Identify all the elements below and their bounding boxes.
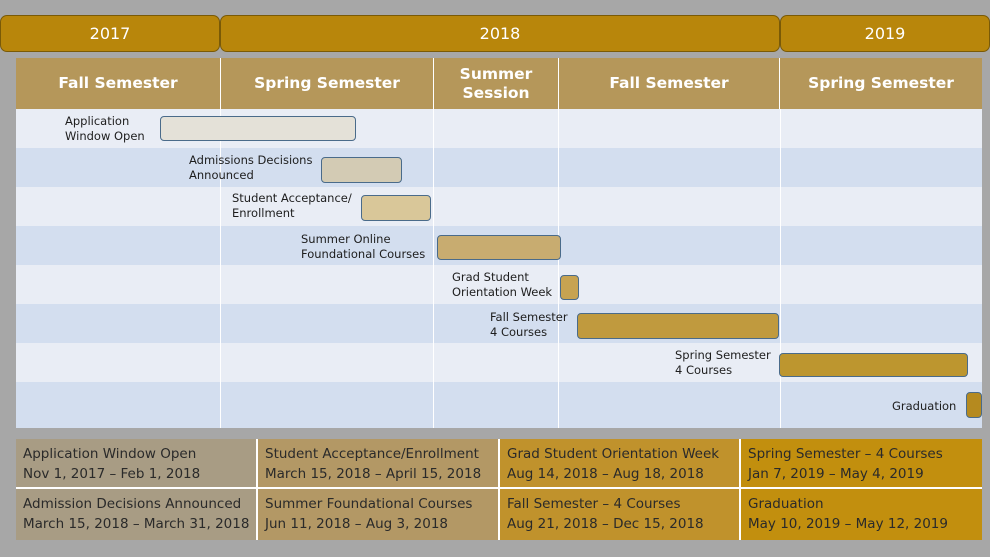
task-label-spring-semester: Spring Semester 4 Courses (675, 348, 771, 377)
timeline-row (16, 382, 982, 428)
column-divider (433, 109, 434, 428)
task-bar-application-window (160, 116, 356, 141)
task-bar-fall-semester (577, 313, 779, 339)
legend-cell-application-window: Application Window Open Nov 1, 2017 – Feb 1, 2018 (16, 439, 258, 489)
task-label-summer-online: Summer Online Foundational Courses (301, 232, 426, 261)
period-header-spring-2019: Spring Semester (780, 58, 982, 109)
legend-cell-graduation: Graduation May 10, 2019 – May 12, 2019 (741, 489, 982, 540)
period-header-spring-2018: Spring Semester (221, 58, 434, 109)
year-bar-2018: 2018 (220, 15, 780, 52)
task-bar-admissions-decisions (321, 157, 402, 183)
task-label-orientation-week: Grad Student Orientation Week (452, 270, 553, 299)
legend-cell-student-acceptance: Student Acceptance/Enrollment March 15, 2018 – April 15, 2018 (258, 439, 500, 489)
timeline-row (16, 148, 982, 187)
task-label-graduation: Graduation (892, 399, 957, 413)
task-bar-graduation (966, 392, 982, 418)
legend-cell-fall-semester: Fall Semester – 4 Courses Aug 21, 2018 – Dec 15, 2018 (500, 489, 741, 540)
task-label-admissions-decisions: Admissions Decisions Announced (189, 153, 313, 182)
task-bar-student-acceptance (361, 195, 431, 221)
task-label-fall-semester: Fall Semester 4 Courses (490, 310, 568, 339)
legend-cell-admission-decisions: Admission Decisions Announced March 15, 2018 – March 31, 2018 (16, 489, 258, 540)
legend-cell-spring-semester: Spring Semester – 4 Courses Jan 7, 2019 – May 4, 2019 (741, 439, 982, 489)
task-label-student-acceptance: Student Acceptance/ Enrollment (232, 191, 352, 220)
period-header-summer-2018: Summer Session (434, 58, 559, 109)
column-divider (780, 109, 781, 428)
legend-cell-summer-courses: Summer Foundational Courses Jun 11, 2018 – Aug 3, 2018 (258, 489, 500, 540)
gantt-chart (16, 58, 982, 428)
column-divider (558, 109, 559, 428)
timeline-row (16, 187, 982, 226)
task-bar-spring-semester (779, 353, 968, 377)
task-label-application-window: Application Window Open (65, 114, 145, 143)
task-bar-summer-online (437, 235, 561, 260)
legend-cell-orientation-week: Grad Student Orientation Week Aug 14, 2018 – Aug 18, 2018 (500, 439, 741, 489)
period-header-fall-2018: Fall Semester (559, 58, 780, 109)
task-bar-orientation-week (560, 275, 579, 300)
year-bar-2019: 2019 (780, 15, 990, 52)
year-bar-2017: 2017 (0, 15, 220, 52)
period-header-fall-2017: Fall Semester (16, 58, 221, 109)
